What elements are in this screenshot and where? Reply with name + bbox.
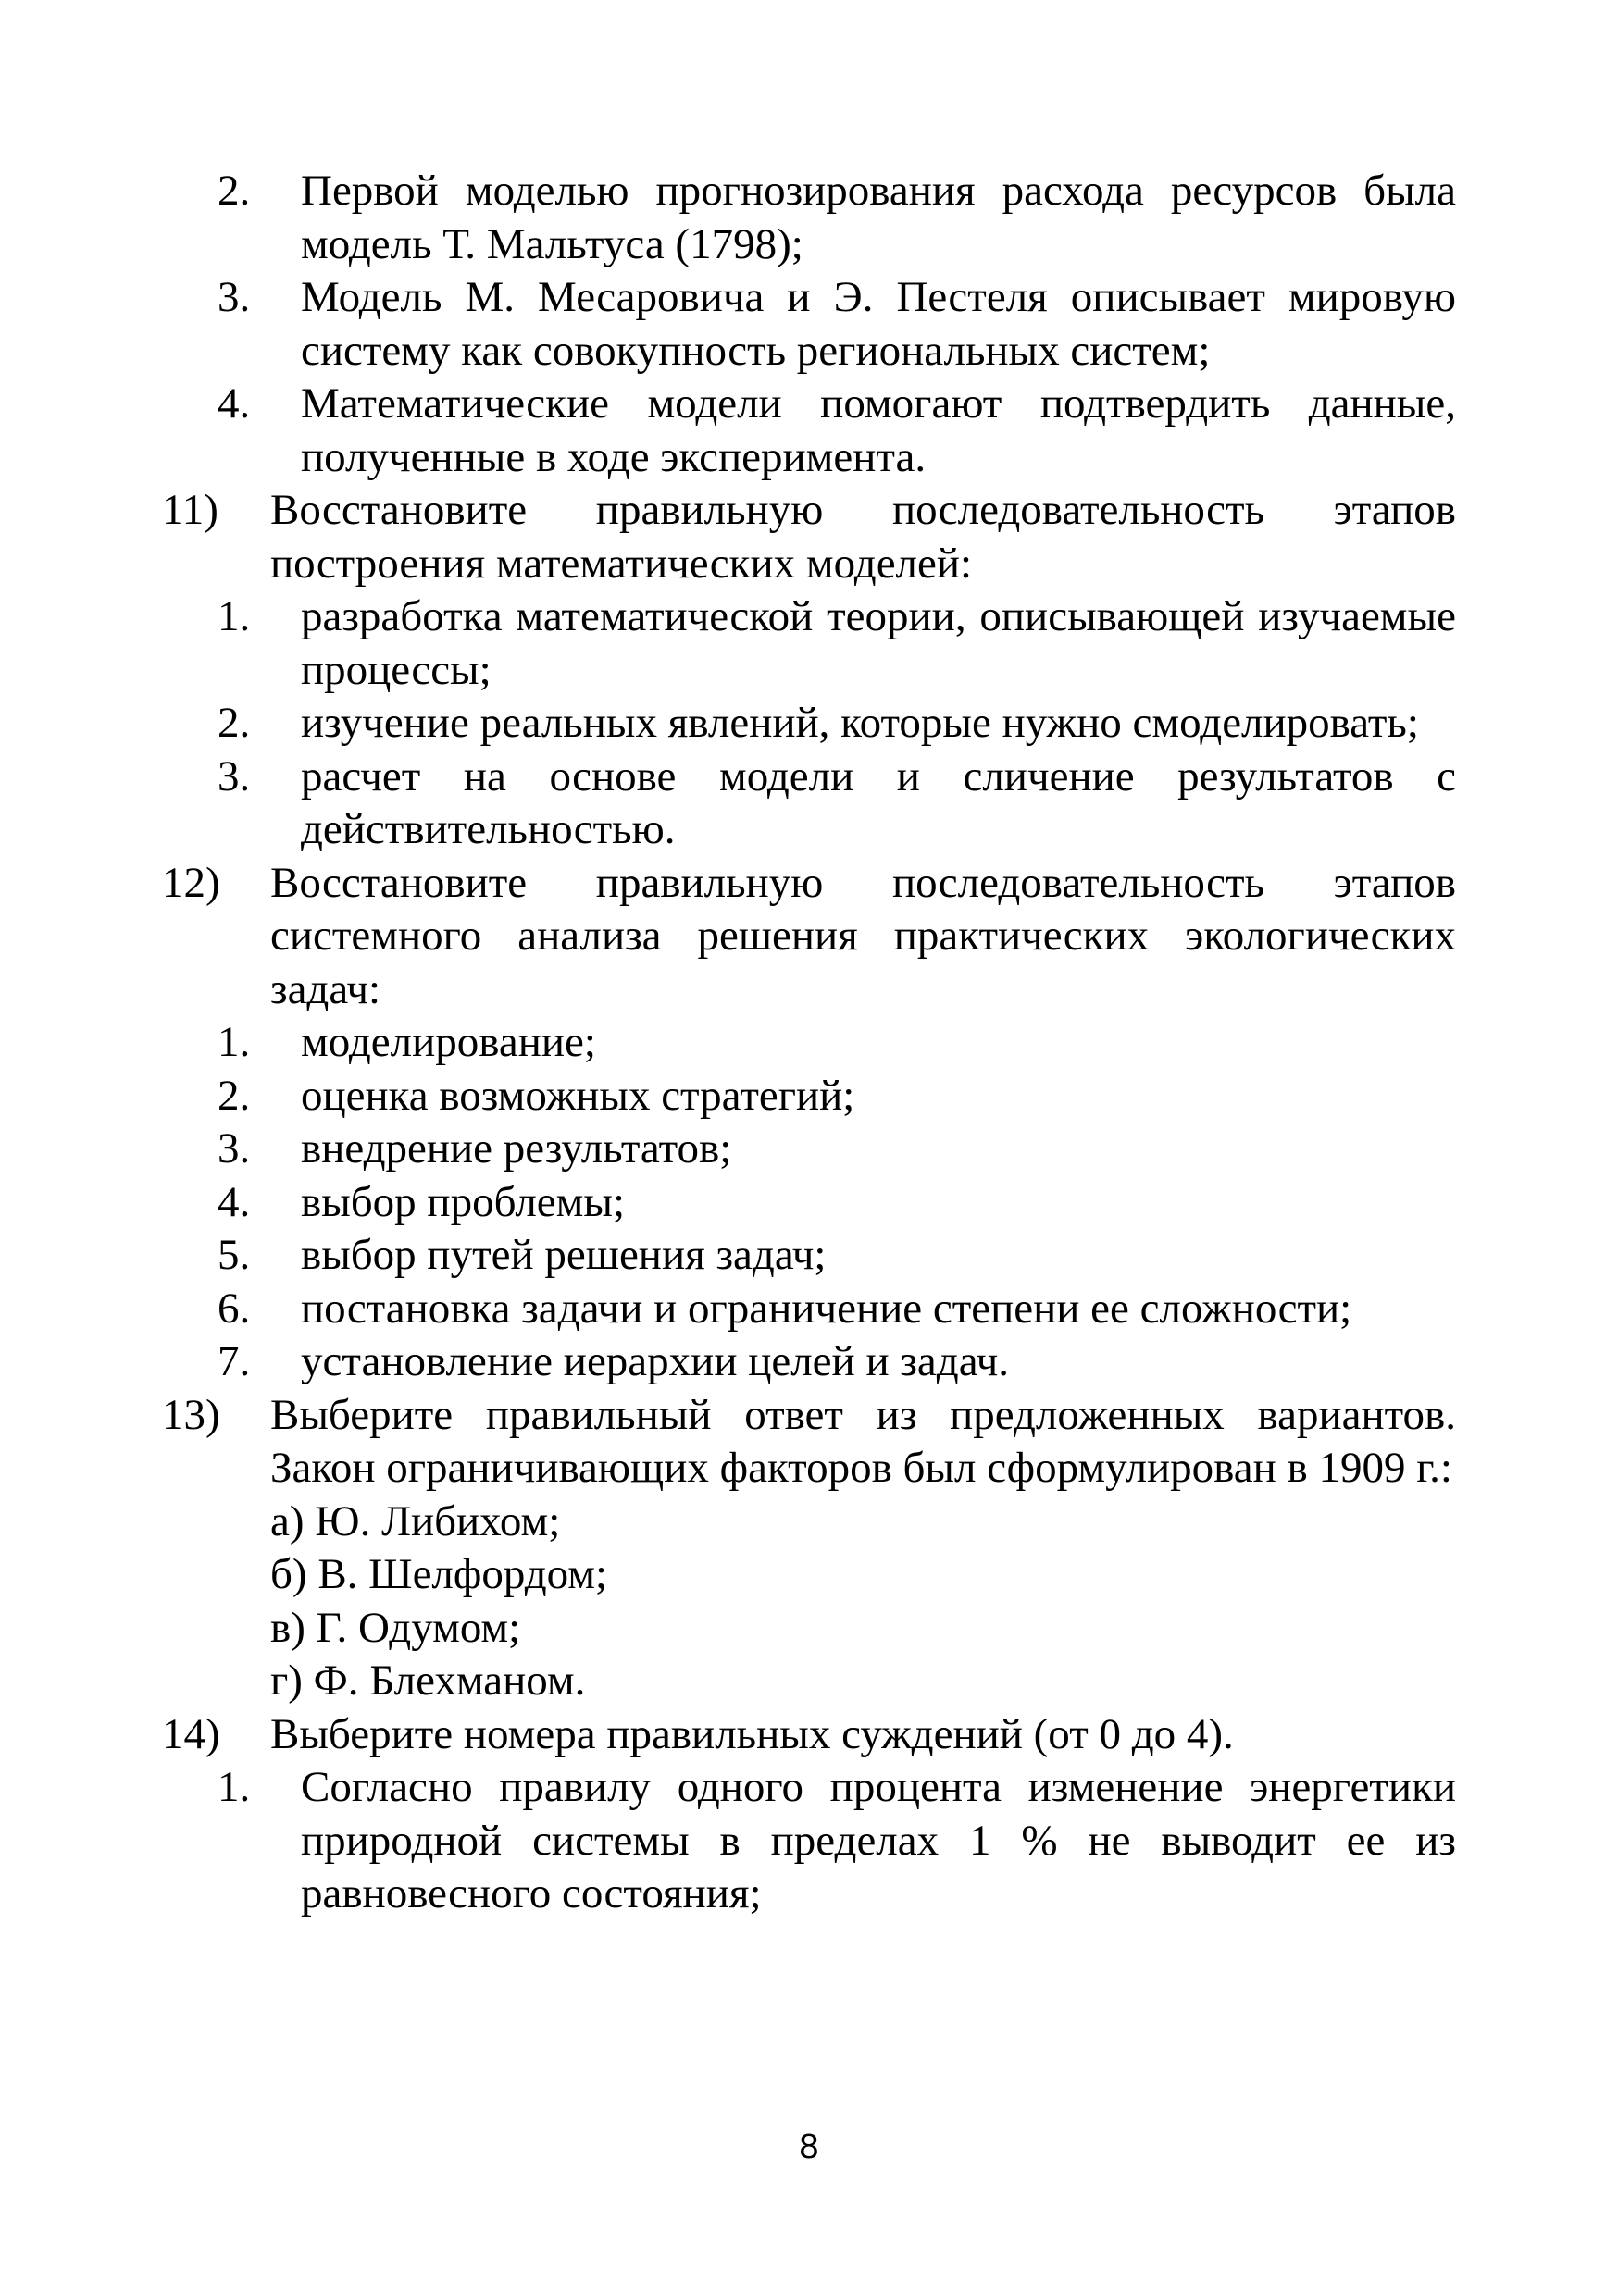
list-item-number: 7.: [218, 1337, 251, 1385]
list-item-text: расчет на основе модели и сличение результатов с действительностью.: [301, 751, 1456, 853]
list-item: [162, 271, 1456, 378]
list-item-text: внедрение результатов;: [301, 1124, 732, 1173]
question-13: [162, 1389, 1456, 1496]
question-text: Восстановите правильную последовательность этапов системного анализа решения практических экологических задач:: [270, 858, 1456, 1013]
list-item: [162, 1283, 1456, 1336]
list-item-number: 3.: [218, 273, 251, 321]
list-item-number: 2.: [218, 167, 251, 215]
list-item-number: 1.: [218, 1018, 251, 1066]
list-item-number: 6.: [218, 1284, 251, 1333]
question-number: 13): [162, 1390, 220, 1439]
question-text: Восстановите правильную последовательность этапов построения математических моделей:: [270, 486, 1456, 588]
list-item-text: моделирование;: [301, 1018, 596, 1066]
list-item-text: оценка возможных стратегий;: [301, 1071, 855, 1120]
question-number: 11): [162, 486, 218, 534]
list-item-text: Согласно правилу одного процента изменение энергетики природной системы в пределах 1 % не выводит ее из равновесного состояния;: [301, 1763, 1456, 1917]
question-12: [162, 857, 1456, 1017]
list-item-text: разработка математической теории, описывающей изучаемые процессы;: [301, 592, 1456, 694]
question-number: 12): [162, 858, 220, 907]
list-item-number: 4.: [218, 1177, 251, 1226]
list-item-number: 3.: [218, 751, 251, 800]
list-item-number: 4.: [218, 379, 251, 428]
page-number: 8: [799, 2128, 819, 2166]
list-item: [162, 1229, 1456, 1283]
answer-option: в) Г. Одумом;: [270, 1603, 521, 1652]
question-text: Выберите номера правильных суждений (от 0 до 4).: [270, 1709, 1234, 1758]
list-item-number: 1.: [218, 592, 251, 640]
list-item-text: Модель М. Месаровича и Э. Пестеля описывает мировую систему как совокупность региональных систем;: [301, 273, 1456, 375]
list-item-text: выбор путей решения задач;: [301, 1231, 827, 1279]
list-item: [162, 1016, 1456, 1070]
list-item: [162, 1176, 1456, 1230]
question-11: [162, 484, 1456, 590]
list-item-number: 5.: [218, 1231, 251, 1279]
list-item: [162, 1070, 1456, 1123]
list-item: [162, 590, 1456, 697]
list-item: [162, 165, 1456, 271]
list-item: [162, 378, 1456, 484]
question-number: 14): [162, 1709, 220, 1758]
list-item-text: постановка задачи и ограничение степени ее сложности;: [301, 1284, 1352, 1333]
list-item-text: Первой моделью прогнозирования расхода ресурсов была модель Т. Мальтуса (1798);: [301, 167, 1456, 268]
list-item-text: изучение реальных явлений, которые нужно смоделировать;: [301, 699, 1419, 747]
answer-option: г) Ф. Блехманом.: [270, 1657, 586, 1705]
list-item-number: 3.: [218, 1124, 251, 1173]
page-content: [162, 165, 1456, 1921]
answer-option: б) В. Шелфордом;: [270, 1550, 608, 1598]
question-text: Выберите правильный ответ из предложенных вариантов. Закон ограничивающих факторов был сформулирован в 1909 г.:: [270, 1390, 1456, 1492]
question-14: [162, 1708, 1456, 1762]
list-item-number: 2.: [218, 699, 251, 747]
answer-option: а) Ю. Либихом;: [270, 1496, 561, 1545]
list-item: [162, 1761, 1456, 1921]
list-item: [162, 751, 1456, 857]
list-item-text: установление иерархии целей и задач.: [301, 1337, 1010, 1385]
list-item-number: 1.: [218, 1763, 251, 1811]
list-item-text: выбор проблемы;: [301, 1177, 626, 1226]
list-item: [162, 697, 1456, 751]
list-item-number: 2.: [218, 1071, 251, 1120]
list-item-text: Математические модели помогают подтвердить данные, полученные в ходе эксперимента.: [301, 379, 1456, 481]
list-item: [162, 1335, 1456, 1389]
list-item: [162, 1123, 1456, 1176]
